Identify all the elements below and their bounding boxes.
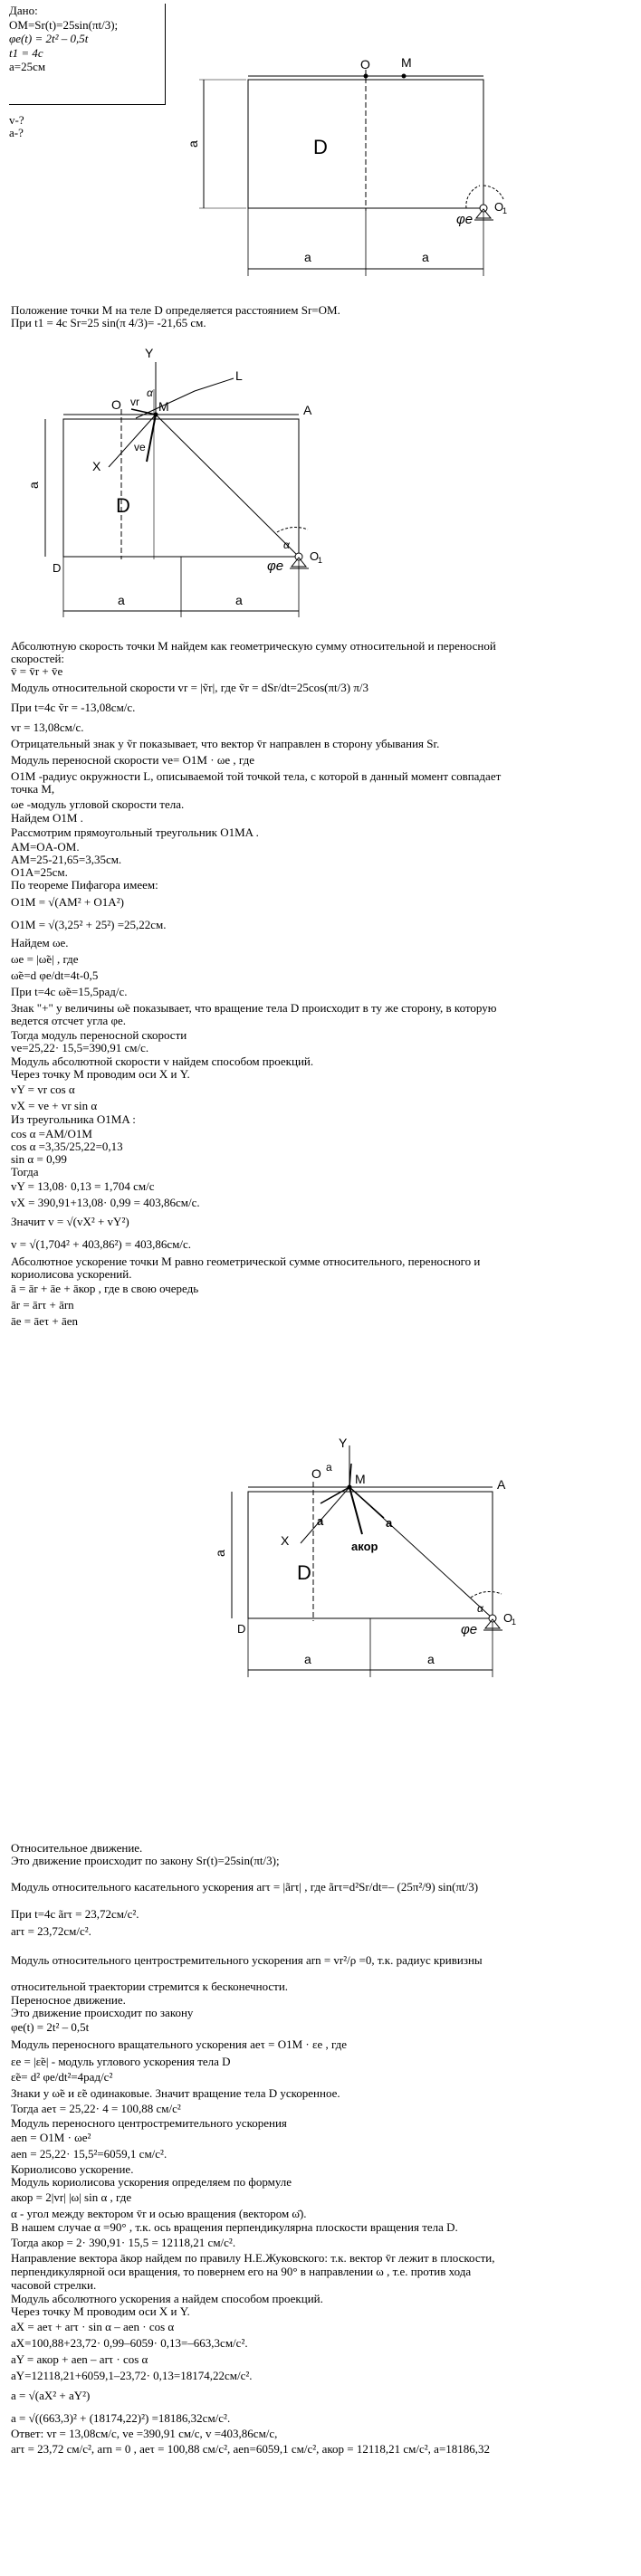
text-line: Относительное движение. xyxy=(11,1841,143,1855)
label-O1: O xyxy=(310,549,320,563)
text-line: относительной траектории стремится к бесконечности. xyxy=(11,1980,289,1993)
text-line: O1A=25см. xyxy=(11,865,68,879)
text-line: Через точку M проводим оси X и Y. xyxy=(11,2304,190,2318)
text-line: cos α =3,35/25,22=0,13 xyxy=(11,1140,123,1153)
label-O: O xyxy=(360,57,370,72)
label-O: O xyxy=(111,397,121,412)
text-line: Кориолисово ускорение. xyxy=(11,2162,134,2176)
text-line: Абсолютную скорость точки M найдем как геометрическую сумму относительной и переносной xyxy=(11,639,496,653)
label-phi-e: φe xyxy=(267,558,284,574)
text-line: sin α = 0,99 xyxy=(11,1152,67,1166)
text-line: Знак "+" у величины ω̃e показывает, что вращение тела D происходит в ту же сторону, в которую xyxy=(11,1001,497,1015)
text-line: Это движение происходит по закону xyxy=(11,2006,194,2019)
text-line: Модуль относительного касательного ускорения arτ = |ãrτ| , где ãrτ=d²Sr/dt=– (25π²/9) sin(πt/3) xyxy=(11,1880,479,1894)
label-a-bottom-right: a xyxy=(422,250,429,264)
text-line: Тогда xyxy=(11,1165,39,1178)
text-line: ωe = |ω̃e| , где xyxy=(11,952,79,966)
text-line: v = √(1,704² + 403,86²) = 403,86см/с. xyxy=(11,1237,191,1251)
label-X: X xyxy=(92,459,101,473)
text-line: точка M, xyxy=(11,782,55,796)
text-line: Знаки у ω̃e и ε̃e одинаковые. Значит вращение тела D ускоренное. xyxy=(11,2086,340,2100)
text-line: cos α =AM/O1M xyxy=(11,1127,92,1140)
text-line: Это движение происходит по закону Sr(t)=25sin(πt/3); xyxy=(11,1854,280,1867)
text-line: кориолисова ускорений. xyxy=(11,1267,132,1281)
text-line: AM=OA-OM. xyxy=(11,840,80,854)
text-line: скоростей: xyxy=(11,652,65,665)
label-a-e-n: a xyxy=(386,1516,393,1530)
label-phi-e: φe xyxy=(461,1622,478,1637)
label-corner-D: D xyxy=(53,561,62,575)
text-line: εe = |ε̃e| - модуль углового ускорения тела D xyxy=(11,2055,231,2068)
text-line: Положение точки M на теле D определяется расстоянием Sr=OM. xyxy=(11,303,340,317)
label-A: A xyxy=(497,1477,506,1492)
text-line: Ответ: vr = 13,08см/с, ve =390,91 см/с, v =403,86см/с, xyxy=(11,2427,278,2440)
label-a-e-tau: a xyxy=(317,1514,324,1528)
text-line: Модуль переносного центростремительного ускорения xyxy=(11,2116,287,2130)
unknown-a: a-? xyxy=(9,126,24,139)
label-M: M xyxy=(355,1472,366,1486)
text-line: arτ = 23,72 см/с², arn = 0 , aeτ = 100,88 см/с², aen=6059,1 см/с², aкор = 12118,21 см/с², a=18186,32 xyxy=(11,2442,491,2456)
text-line: Переносное движение. xyxy=(11,1993,126,2007)
given-length: a=25см xyxy=(9,60,46,73)
text-line: a = √(aX² + aY²) xyxy=(11,2389,91,2402)
label-alpha-top: α xyxy=(147,386,153,399)
text-line: Отрицательный знак у ṽr показывает, что вектор v̄r направлен в сторону убывания Sr. xyxy=(11,737,440,750)
text-line: Тогда модуль переносной скорости xyxy=(11,1028,187,1042)
text-line: Модуль абсолютного ускорения a найдем способом проекций. xyxy=(11,2292,323,2305)
text-line: O1M -радиус окружности L, описываемой той точкой тела, с которой в данный момент совпадает xyxy=(11,769,502,783)
label-Y: Y xyxy=(145,346,154,360)
label-alpha: α xyxy=(477,1602,483,1615)
text-line: vr = 13,08см/с. xyxy=(11,720,84,734)
figure-3-drawing xyxy=(145,1435,570,1837)
text-line: В нашем случае α =90° , т.к. ось вращения перпендикулярна плоскости вращения тела D. xyxy=(11,2220,458,2234)
text-line: aY=12118,21+6059,1–23,72· 0,13=18174,22см/с². xyxy=(11,2369,253,2382)
text-line: φe(t) = 2t² – 0,5t xyxy=(11,2020,90,2034)
text-line: āe = āeτ + āen xyxy=(11,1314,79,1328)
figure-2-drawing xyxy=(9,335,435,634)
text-line: Модуль относительного центростремительного ускорения arn = vr²/ρ =0, т.к. радиус кривизны xyxy=(11,1953,483,1967)
label-alpha-bottom: α xyxy=(283,539,290,551)
label-phi-e: φe xyxy=(456,212,474,227)
text-line: Из треугольника O1MA : xyxy=(11,1112,136,1126)
label-a-bottom-right: a xyxy=(235,593,243,607)
unknown-v: v-? xyxy=(9,113,24,127)
given-law-phi: φe(t) = 2t² – 0,5t xyxy=(9,32,89,45)
given-title: Дано: xyxy=(9,4,38,17)
figure-1 xyxy=(136,50,516,299)
text-line: vY = 13,08· 0,13 = 1,704 см/с xyxy=(11,1179,155,1193)
label-O1: O xyxy=(503,1611,513,1625)
label-body-D: D xyxy=(116,494,130,517)
text-line: ωe -модуль угловой скорости тела. xyxy=(11,797,185,811)
given-law-sr: OM=Sr(t)=25sin(πt/3); xyxy=(9,17,119,32)
text-line: ā = ār + āe + āкор , где в свою очередь xyxy=(11,1282,199,1295)
text-line: ω̃e=d φe/dt=4t-0,5 xyxy=(11,968,99,982)
label-L: L xyxy=(235,368,243,383)
label-a-bottom-right: a xyxy=(427,1652,435,1666)
text-line: Через точку M проводим оси X и Y. xyxy=(11,1067,190,1081)
label-corner-D: D xyxy=(237,1622,246,1636)
text-line: aX = aeτ + arτ · sin α – aen · cos α xyxy=(11,2320,175,2333)
text-line: aen = O1M · ωe² xyxy=(11,2131,91,2144)
text-line: Найдем O1M . xyxy=(11,811,83,825)
label-M: M xyxy=(401,55,412,70)
label-Y: Y xyxy=(339,1436,348,1450)
text-line: ε̃e= d² φe/dt²=4рад/с² xyxy=(11,2070,113,2084)
text-line: часовой стрелки. xyxy=(11,2278,97,2292)
label-M: M xyxy=(158,399,169,414)
text-line: aX=100,88+23,72· 0,99–6059· 0,13=–663,3см/с². xyxy=(11,2336,248,2350)
text-line: O1M = √(3,25² + 25²) =25,22см. xyxy=(11,918,167,931)
text-line: По теореме Пифагора имеем: xyxy=(11,878,158,892)
text-line: Модуль переносной скорости ve= O1M · ωe , где xyxy=(11,753,254,767)
text-line: O1M = √(AM² + O1A²) xyxy=(11,895,124,909)
text-line: aкор = 2|vr| |ω| sin α , где xyxy=(11,2190,132,2204)
text-line: Рассмотрим прямоугольный треугольник O1MA . xyxy=(11,825,259,839)
text-line: vX = ve + vr sin α xyxy=(11,1099,98,1112)
label-a-kor: aкор xyxy=(351,1540,378,1553)
text-line: Модуль кориолисова ускорения определяем по формуле xyxy=(11,2175,292,2189)
text-line: Значит v = √(vX² + vY²) xyxy=(11,1215,129,1228)
text-line: Тогда aeτ = 25,22· 4 = 100,88 см/с² xyxy=(11,2102,181,2115)
text-line: ār = ārτ + ārn xyxy=(11,1298,74,1312)
text-line: v̄ = v̄r + v̄e xyxy=(11,664,63,678)
label-X: X xyxy=(281,1533,290,1548)
label-body-D: D xyxy=(313,136,328,158)
text-line: aY = aкор + aen – arτ · cos α xyxy=(11,2352,148,2366)
text-line: При t1 = 4c Sr=25 sin(π 4/3)= -21,65 см. xyxy=(11,316,206,329)
text-line: Найдем ωe. xyxy=(11,936,69,949)
label-a-vertical: a xyxy=(213,1550,227,1557)
text-line: AM=25-21,65=3,35см. xyxy=(11,853,122,866)
text-line: перпендикулярной оси вращения, то повернем его на 90° в направлении ω , т.е. против хода xyxy=(11,2265,472,2278)
text-line: Модуль относительной скорости vr = |ṽr|, где ṽr = dSr/dt=25cos(πt/3) π/3 xyxy=(11,681,369,694)
text-line: Направление вектора āкор найдем по правилу Н.Е.Жуковского: т.к. вектор v̄r лежит в плоскости, xyxy=(11,2251,495,2265)
label-a-vertical: a xyxy=(26,482,41,489)
text-line: Модуль абсолютной скорости v найдем способом проекций. xyxy=(11,1054,314,1068)
label-O1-sub: 1 xyxy=(512,1617,517,1627)
text-line: vY = vr cos α xyxy=(11,1083,75,1096)
text-line: Модуль переносного вращательного ускорения aeτ = O1M · εe , где xyxy=(11,2037,348,2051)
text-line: ve=25,22· 15,5=390,91 см/с. xyxy=(11,1041,149,1054)
given-time: t1 = 4c xyxy=(9,45,43,60)
text-line: vX = 390,91+13,08· 0,99 = 403,86см/с. xyxy=(11,1196,200,1209)
label-a-bottom-left: a xyxy=(118,593,125,607)
text-line: α - угол между вектором v̄r и осью вращения (вектором ω̄). xyxy=(11,2207,307,2220)
label-ve: ve xyxy=(134,441,146,453)
label-O1-sub: 1 xyxy=(318,556,323,565)
label-O: O xyxy=(311,1466,321,1481)
text-line: Тогда aкор = 2· 390,91· 15,5 = 12118,21 см/с². xyxy=(11,2236,236,2249)
label-a-vertical: a xyxy=(186,140,200,148)
text-line: aen = 25,22· 15,5²=6059,1 см/с². xyxy=(11,2147,167,2161)
text-line: При t=4c ãrτ = 23,72см/с². xyxy=(11,1907,139,1921)
text-line: ведется отсчет угла φe. xyxy=(11,1014,127,1027)
text-line: arτ = 23,72см/с². xyxy=(11,1924,91,1938)
label-a-bottom-left: a xyxy=(304,1652,311,1666)
label-O1-sub: 1 xyxy=(502,206,508,215)
label-body-D: D xyxy=(297,1561,311,1584)
text-line: При t=4c ṽr = -13,08см/с. xyxy=(11,701,136,714)
label-a-bottom-left: a xyxy=(304,250,311,264)
text-line: a = √((663,3)² + (18174,22)²) =18186,32см/с². xyxy=(11,2411,231,2425)
label-a-r-tau: a xyxy=(326,1461,332,1474)
label-A: A xyxy=(303,403,312,417)
unknowns xyxy=(9,114,24,139)
label-vr: vr xyxy=(130,396,139,408)
text-line: Абсолютное ускорение точки M равно геометрической сумме относительного, переносного и xyxy=(11,1255,481,1268)
text-line: При t=4c ω̃e=15,5рад/с. xyxy=(11,985,128,998)
label-O1: O xyxy=(494,200,504,214)
